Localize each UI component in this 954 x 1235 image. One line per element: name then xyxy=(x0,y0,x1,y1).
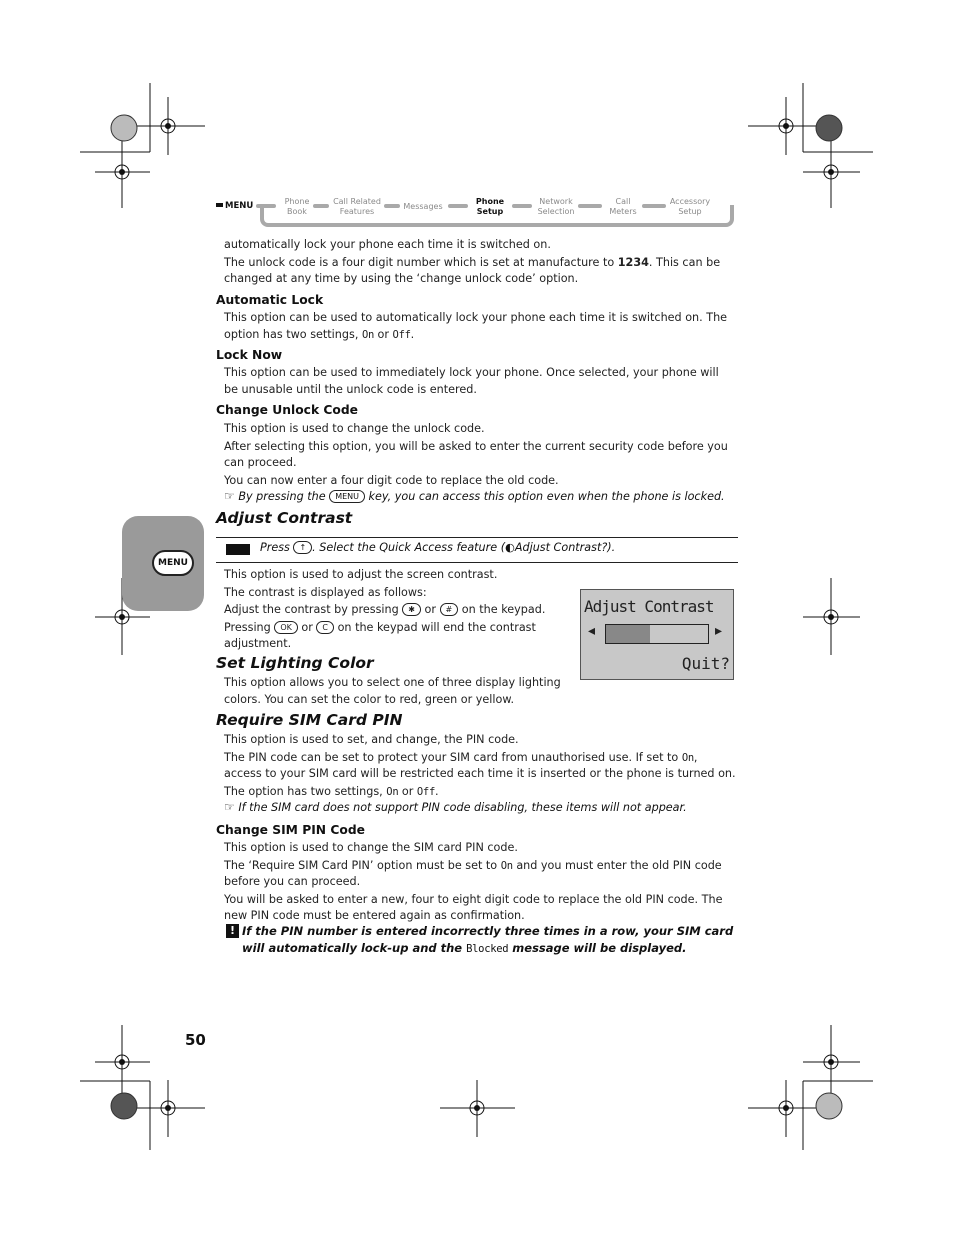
require-pin-text: This option is used to set, and change, the PIN code. The PIN code can be set to protect your SIM card from unauthorised use. If set to On, access to your SIM card will be restricted each time it is inserted or the phone is turned on. The option has two settings, On or Off. xyxy=(224,733,736,798)
heading-require-sim-pin: Require SIM Card PIN xyxy=(216,711,403,729)
nav-dash xyxy=(642,204,666,208)
nav-item-accessory-setup: Accessory Setup xyxy=(666,197,714,217)
page-number: 50 xyxy=(185,1031,206,1049)
ok-key-icon: OK xyxy=(274,621,298,634)
intro-text-2: The unlock code is a four digit number which is set at manufacture to 1234. This can be changed at any time by using the ‘change unlock code’ option. xyxy=(224,255,721,285)
quick-access-icon xyxy=(226,544,250,555)
nav-item-call-related: Call Related Features xyxy=(330,197,384,217)
star-key-icon: ✱ xyxy=(402,603,421,616)
nav-item-phone-setup: Phone Setup xyxy=(472,197,508,217)
require-pin-note: ☞ If the SIM card does not support PIN code disabling, these items will not appear. xyxy=(224,800,687,814)
screen-quit-label: Quit? xyxy=(681,654,730,673)
intro-text-1: automatically lock your phone each time it is switched on. xyxy=(224,238,551,251)
change-pin-text: This option is used to change the SIM card PIN code. The ‘Require SIM Card PIN’ option must be set to On and you must enter the old PIN code before you can proceed. You will be asked to enter a new, four to eight digit code to replace the old PIN code. The new PIN code must be entered again as confirmation. xyxy=(224,841,723,922)
nav-dash xyxy=(448,204,468,208)
nav-item-phone-book: Phone Book xyxy=(282,197,312,217)
nav-dash xyxy=(578,204,602,208)
hash-key-icon: # xyxy=(440,603,459,616)
heading-change-sim-pin: Change SIM PIN Code xyxy=(216,823,365,837)
change-unlock-text: This option is used to change the unlock code. After selecting this option, you will be asked to enter the current security code before you can proceed. You can now enter a four digit code to replace the old code. xyxy=(224,422,728,487)
heading-automatic-lock: Automatic Lock xyxy=(216,293,324,307)
lock-now-text: This option can be used to immediately lock your phone. Once selected, your phone will be unusable until the unlock code is entered. xyxy=(224,366,719,396)
change-unlock-note: ☞ By pressing the MENU key, you can access this option even when the phone is locked. xyxy=(224,489,725,503)
menu-navigation xyxy=(216,195,738,235)
heading-change-unlock-code: Change Unlock Code xyxy=(216,403,359,417)
c-key-icon: C xyxy=(316,621,334,634)
warning-icon: ! xyxy=(226,924,239,938)
contrast-icon: ◐ xyxy=(505,541,515,554)
heading-adjust-contrast: Adjust Contrast xyxy=(216,509,353,527)
nav-item-messages: Messages xyxy=(400,202,446,212)
nav-dash xyxy=(384,204,400,208)
menu-key-icon: MENU xyxy=(329,490,365,503)
nav-item-call-meters: Call Meters xyxy=(606,197,640,217)
intro-section xyxy=(224,237,736,288)
heading-lock-now: Lock Now xyxy=(216,348,283,362)
nav-dash xyxy=(256,204,276,208)
left-arrow-icon: ◂ xyxy=(588,623,596,639)
adjust-contrast-text: This option is used to adjust the screen contrast. The contrast is displayed as follows: Adjust the contrast by pressing ✱ or # on the keypad. Pressing OK or C on the keypad will end the contrast adjustment. xyxy=(224,568,546,650)
nav-dash xyxy=(512,204,532,208)
screen-title: Adjust Contrast xyxy=(584,597,714,616)
nav-dash xyxy=(313,204,329,208)
lighting-text: This option allows you to select one of three display lighting colors. You can set the color to red, green or yellow. xyxy=(224,676,561,706)
right-arrow-icon: ▸ xyxy=(715,623,723,639)
up-key-icon: ↑ xyxy=(293,541,312,554)
heading-set-lighting-color: Set Lighting Color xyxy=(216,654,374,672)
quick-access-text: Press ↑ . Select the Quick Access feature (◐Adjust Contrast?). xyxy=(260,541,616,554)
contrast-screen-display xyxy=(580,589,734,680)
nav-item-network-selection: Network Selection xyxy=(534,197,578,217)
pointing-hand-icon: ☞ xyxy=(224,800,235,814)
automatic-lock-text: This option can be used to automatically lock your phone each time it is switched on. The option has two settings, On or Off. xyxy=(224,311,728,341)
menu-button-icon: MENU xyxy=(152,550,194,576)
nav-menu-label: MENU xyxy=(216,201,253,211)
pin-warning-text: If the PIN number is entered incorrectly three times in a row, your SIM card will automatically lock-up and the Blocked message will be displayed. xyxy=(242,924,734,955)
quick-access-bar xyxy=(216,537,738,563)
contrast-slider-track xyxy=(605,624,709,644)
pointing-hand-icon: ☞ xyxy=(224,489,235,503)
contrast-slider-fill xyxy=(606,625,650,643)
